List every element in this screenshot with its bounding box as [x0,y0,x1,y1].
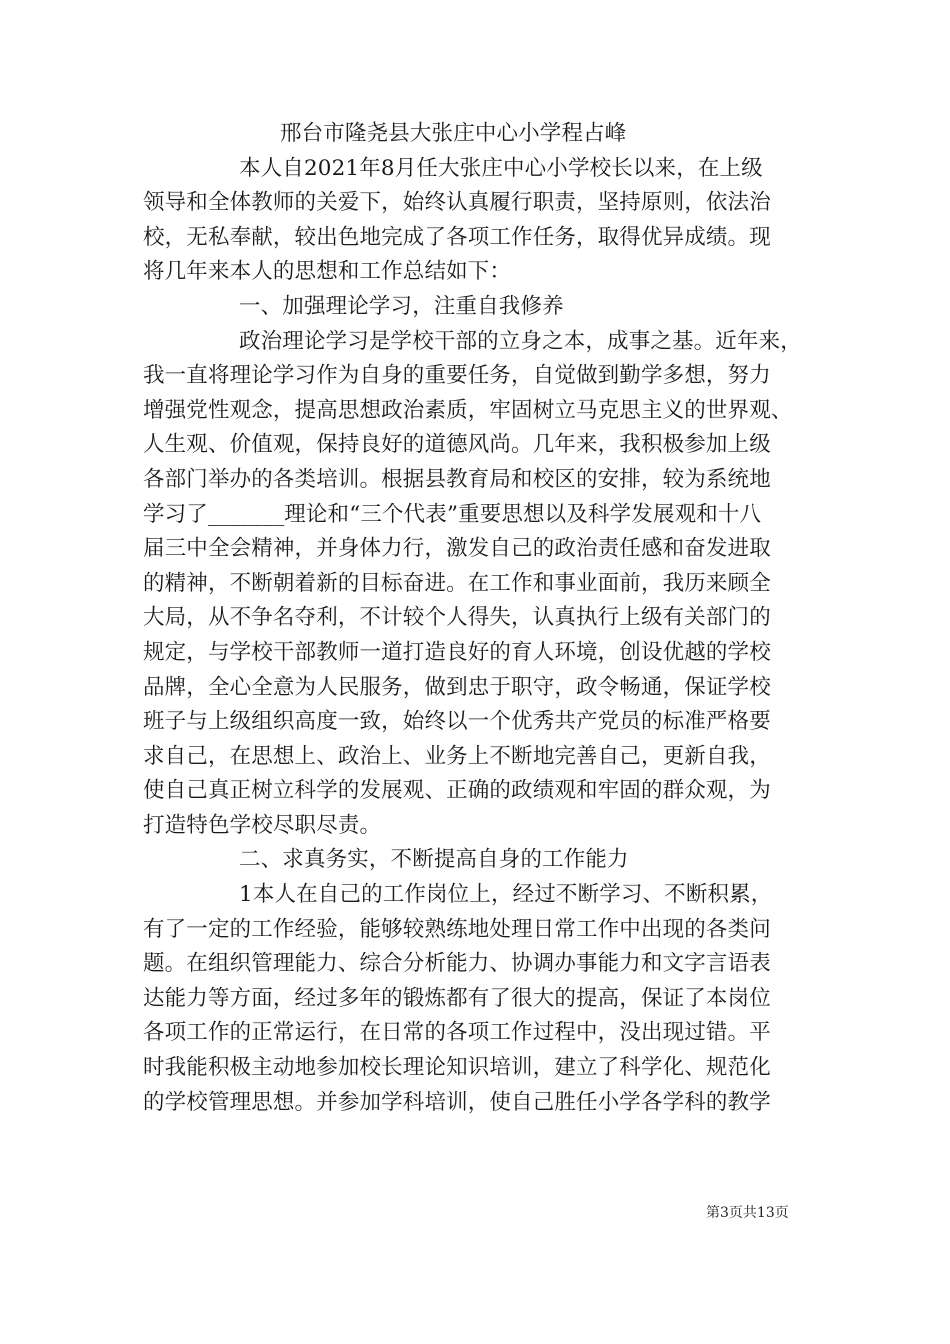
paragraph-line: 品牌，全心全意为人民服务，做到忠于职守，政令畅通，保证学校 [143,674,771,700]
paragraph-line: 时我能积极主动地参加校长理论知识培训，建立了科学化、规范化 [143,1055,771,1081]
paragraph-line: 大局，从不争名夺利，不计较个人得失，认真执行上级有关部门的 [143,605,771,631]
paragraph-line: 校，无私奉献，较出色地完成了各项工作任务，取得优异成绩。现 [143,224,771,250]
paragraph-line: 届三中全会精神，并身体力行，激发自己的政治责任感和奋发进取 [143,536,771,562]
paragraph-line: 政治理论学习是学校干部的立身之本，成事之基。近年来， [239,328,802,354]
paragraph-line: 打造特色学校尽职尽责。 [143,812,382,838]
paragraph-line: 使自己真正树立科学的发展观、正确的政绩观和牢固的群众观，为 [143,778,771,804]
paragraph-line: 有了一定的工作经验，能够较熟练地处理日常工作中出现的各类问 [143,916,771,942]
page-number-footer: 第3页共13页 [706,1205,789,1221]
author-line: 邢台市隆尧县大张庄中心小学程占峰 [280,121,627,146]
paragraph-line: 题。在组织管理能力、综合分析能力、协调办事能力和文字言语表 [143,951,771,977]
paragraph-line: 各部门举办的各类培训。根据县教育局和校区的安排，较为系统地 [143,466,771,492]
paragraph-line: 将几年来本人的思想和工作总结如下： [143,259,512,285]
paragraph-line: 1本人在自己的工作岗位上，经过不断学习、不断积累， [239,882,773,908]
paragraph-line: 求自己，在思想上、政治上、业务上不断地完善自己，更新自我， [143,743,771,769]
section-heading: 二、求真务实，不断提高自身的工作能力 [239,847,629,873]
paragraph-line: 我一直将理论学习作为自身的重要任务，自觉做到勤学多想，努力 [143,363,771,389]
paragraph-line: 班子与上级组织高度一致，始终以一个优秀共产党员的标准严格要 [143,709,771,735]
paragraph-line: 的学校管理思想。并参加学科培训，使自己胜任小学各学科的教学 [143,1089,771,1115]
paragraph-line: 学习了_______理论和“三个代表”重要思想以及科学发展观和十八 [143,501,762,527]
paragraph-line: 人生观、价值观，保持良好的道德风尚。几年来，我积极参加上级 [143,432,771,458]
paragraph-line: 各项工作的正常运行，在日常的各项工作过程中，没出现过错。平 [143,1020,771,1046]
document-body [143,117,809,1120]
paragraph-line: 规定，与学校干部教师一道打造良好的育人环境，创设优越的学校 [143,639,771,665]
paragraph-line: 增强党性观念，提高思想政治素质，牢固树立马克思主义的世界观、 [143,397,793,423]
paragraph-line: 的精神，不断朝着新的目标奋进。在工作和事业面前，我历来顾全 [143,570,771,596]
section-heading: 一、加强理论学习，注重自我修养 [239,293,564,319]
paragraph-line: 达能力等方面，经过多年的锻炼都有了很大的提高，保证了本岗位 [143,985,771,1011]
paragraph-line: 本人自2021年8月任大张庄中心小学校长以来，在上级 [239,155,763,181]
paragraph-line: 领导和全体教师的关爱下，始终认真履行职责，坚持原则，依法治 [143,190,771,216]
